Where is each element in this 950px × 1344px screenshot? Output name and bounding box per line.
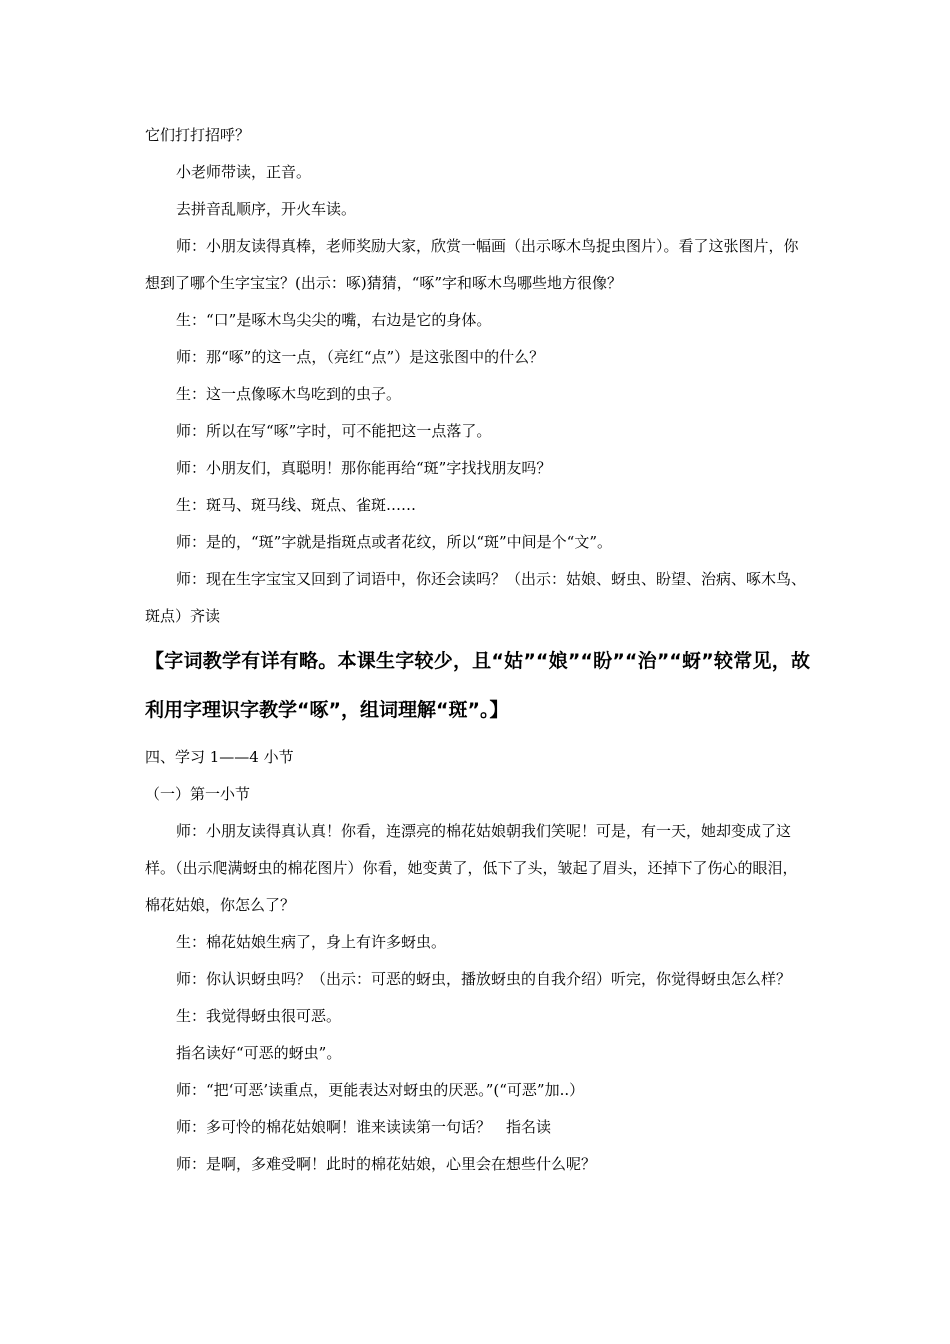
paragraph: 它们打打招呼？ bbox=[145, 126, 251, 144]
section-title: 四、学习 1——4 小节 bbox=[145, 748, 294, 766]
paragraph: 师：“把‘可恶’读重点，更能表达对蚜虫的厌恶。”(“可恶”加..） bbox=[176, 1081, 585, 1099]
paragraph: 小老师带读，正音。 bbox=[176, 163, 312, 181]
paragraph: 师：你认识蚜虫吗？（出示：可恶的蚜虫，播放蚜虫的自我介绍）听完，你觉得蚜虫怎么样？ bbox=[176, 970, 792, 988]
paragraph: 生：我觉得蚜虫很可恶。 bbox=[176, 1007, 342, 1025]
paragraph: 师：是啊，多难受啊！此时的棉花姑娘，心里会在想些什么呢？ bbox=[176, 1155, 597, 1173]
paragraph: 去拼音乱顺序，开火车读。 bbox=[176, 200, 357, 218]
paragraph: 生：棉花姑娘生病了，身上有许多蚜虫。 bbox=[176, 933, 447, 951]
document-body bbox=[145, 117, 810, 1183]
paragraph: 指名读好“可恶的蚜虫”。 bbox=[176, 1044, 342, 1062]
teaching-note: 【字词教学有详有略。本课生字较少，且“姑”“娘”“盼”“治”“蚜”较常见，故利用字理识字教学“啄”，组词理解“斑”。】 bbox=[145, 650, 810, 721]
paragraph: 生：斑马、斑马线、斑点、雀斑…… bbox=[176, 496, 417, 514]
paragraph: 生：这一点像啄木鸟吃到的虫子。 bbox=[176, 385, 402, 403]
paragraph: 师：多可怜的棉花姑娘啊！谁来读读第一句话？ 指名读 bbox=[176, 1118, 552, 1136]
paragraph: 师：小朋友读得真棒，老师奖励大家，欣赏一幅画（出示啄木鸟捉虫图片）。看了这张图片，你想到了哪个生字宝宝？(出示：啄)猜猜，“啄”字和啄木鸟哪些地方很像？ bbox=[145, 237, 799, 292]
paragraph: 师：是的，“斑”字就是指斑点或者花纹，所以“斑”中间是个“文”。 bbox=[176, 533, 613, 551]
paragraph: 师：那“啄”的这一点，（亮红“点”）是这张图中的什么？ bbox=[176, 348, 545, 366]
paragraph: 师：所以在写“啄”字时，可不能把这一点落了。 bbox=[176, 422, 492, 440]
paragraph: 师：小朋友们，真聪明！那你能再给“斑”字找找朋友吗？ bbox=[176, 459, 552, 477]
subsection-title: （一）第一小节 bbox=[145, 785, 251, 803]
paragraph: 师：现在生字宝宝又回到了词语中，你还会读吗？（出示：姑娘、蚜虫、盼望、治病、啄木鸟、斑点）齐读 bbox=[145, 570, 807, 625]
paragraph: 师：小朋友读得真认真！你看，连漂亮的棉花姑娘朝我们笑呢！可是，有一天，她却变成了这样。（出示爬满蚜虫的棉花图片）你看，她变黄了，低下了头，皱起了眉头，还掉下了伤心的眼泪，棉花姑娘，你怎么了？ bbox=[145, 822, 798, 914]
paragraph: 生：“口”是啄木鸟尖尖的嘴，右边是它的身体。 bbox=[176, 311, 492, 329]
